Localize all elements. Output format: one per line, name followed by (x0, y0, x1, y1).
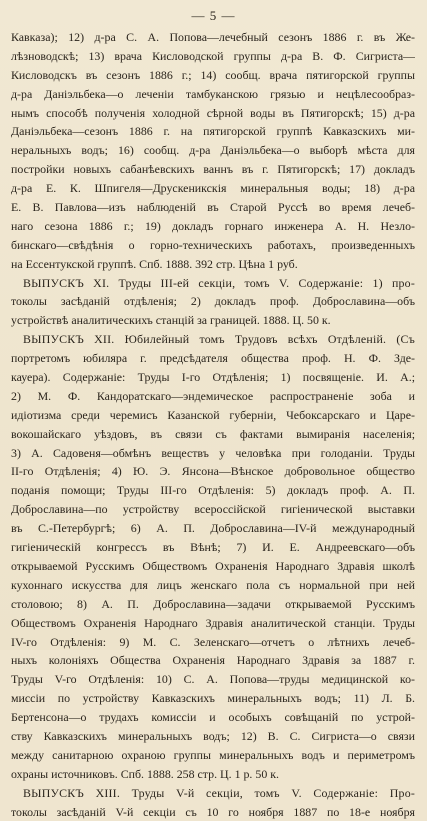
issue-heading-line: ВЫПУСКЪ XI. Труды III-ей секціи, томъ V. Содержаніе: 1) про- (23, 275, 415, 290)
text-line: нымъ способѣ полученія холодной сѣрной воды въ Пятигорскѣ; 15) д-ра (11, 105, 415, 120)
text-line: столовою; 8) А. П. Доброславина—задачи открываемой Русскимъ (11, 596, 415, 611)
text-line: миссіи по устройству Кавказскихъ минеральныхъ водъ; 11) Л. Б. (11, 691, 415, 706)
text-line: II-го Отдѣленія; 4) Ю. Э. Янсона—Вѣнское добровольное общество (11, 464, 415, 479)
text-line: ству Кавказскихъ минеральныхъ водъ; 12) В. С. Сигриста—о связи (11, 728, 415, 743)
text-line: лѣзноводскѣ; 13) врача Кисловодской группы д-ра В. Ф. Сигриста— (11, 48, 415, 63)
text-line: охраны источниковъ. Спб. 1888. 258 стр. Ц. 1 р. 50 к. (11, 766, 279, 781)
text-line: токолы засѣданій V-й секціи съ 10 го ноября 1887 по 18-е ноября (11, 804, 415, 819)
text-line: IV-го Отдѣленія: 9) М. С. Зеленскаго—отчетъ о лѣтнихъ лечеб- (11, 634, 415, 649)
text-line: устройствѣ аналитическихъ станцій за границей. 1888. Ц. 50 к. (11, 313, 331, 328)
page-number: — 5 — (191, 8, 236, 23)
text-line: Е. В. Павлова—изъ наблюденій въ Старой Руссѣ во время лечеб- (11, 200, 415, 215)
text-line: 2) М. Ф. Кандоратскаго—эндемическое распространеніе зоба и (11, 388, 415, 403)
text-line: поданія помощи; Труды III-го Отдѣленія: 5) докладъ проф. А. П. (11, 483, 415, 498)
text-line: бинскаго—свѣдѣнія о горно-техническихъ работахъ, произведенныхъ (11, 237, 415, 252)
text-line: токолы засѣданій отдѣленія; 2) докладъ проф. Доброславина—объ (11, 294, 415, 309)
text-line: Доброславина—по устройству всероссійской гигіенической выставки (11, 502, 415, 517)
text-line: гигіеническій конгрессъ въ Вѣнѣ; 7) И. Е. Андреевскаго—объ (11, 540, 415, 555)
text-line: между санитарною охраною группы минеральныхъ водъ и периметромъ (11, 747, 415, 762)
text-line: ныхъ колоніяхъ Общества Охраненія Народнаго Здравія за 1887 г. (11, 653, 415, 668)
text-line: 3) А. Садовеня—обмѣнъ веществъ у человѣка при голоданіи. Труды (11, 445, 415, 460)
issue-heading-line: ВЫПУСКЪ XIII. Труды V-й секціи, томъ V. Содержаніе: Про- (23, 785, 415, 800)
text-line: Обществомъ Охраненія Народнаго Здравія аналитической станціи. Труды (11, 615, 415, 630)
text-line: постройки новыхъ сабанѣевскихъ ваннъ въ г. Пятигорскѣ; 17) докладъ (11, 162, 415, 177)
text-line: кауера). Содержаніе: Труды I-го Отдѣленія; 1) посвященіе. И. А.; (11, 370, 415, 385)
text-line: д-ра Даніэльбека—о леченіи тамбуканскою грязью и нецѣлесообраз- (11, 86, 415, 101)
text-line: портретомъ юбиляра г. предсѣдателя общества проф. Н. Ф. Здe- (11, 351, 415, 366)
body-text (11, 28, 415, 821)
text-line: на Ессентукской группѣ. Спб. 1888. 392 стр. Цѣна 1 руб. (11, 256, 298, 271)
text-line: вокошайскаго уѣздовъ, въ связи съ фактами вымиранія населенія; (11, 426, 415, 441)
text-line: открываемой Русскимъ Обществомъ Охраненія Народнаго Здравія школѣ (11, 558, 415, 573)
text-line: Кавказа); 12) д-ра С. А. Попова—лечебный сезонъ 1886 г. въ Же- (11, 30, 415, 44)
text-line: Бертенсона—о трудахъ комиссіи и особыхъ совѣщаній по устрой- (11, 710, 415, 725)
text-line: Даніэльбека—сезонъ 1886 г. на пятигорской группѣ Кавказскихъ ми- (11, 124, 415, 139)
text-line: наго сезона 1886 г.; 19) докладъ горнаго инженера А. Н. Незло- (11, 218, 415, 233)
text-line: Труды V-го Отдѣленія: 10) С. А. Попова—труды медицинской ко- (11, 672, 415, 687)
issue-heading-line: ВЫПУСКЪ XII. Юбилейный томъ Трудовъ всѣхъ Отдѣленій. (Съ (23, 332, 415, 347)
text-line: идіотизма среди черемисъ Казанской губерніи, Чебоксарскаго и Царе- (11, 407, 415, 422)
text-line: Кисловодскъ въ сезонъ 1886 г.; 14) сообщ. врача пятигорской группы (11, 67, 415, 82)
text-line: кухоннаго искусства для лицъ женскаго пола съ нормальной при ней (11, 577, 415, 592)
text-line: въ С.-Петербургѣ; 6) А. П. Доброславина—IV-й международный (11, 521, 415, 536)
text-line: д-ра Е. К. Шпигеля—Друскеникскія минеральныя воды; 18) д-ра (11, 181, 415, 196)
text-line: неральныхъ водъ; 16) сообщ. д-ра Даніэльбека—о выборѣ мѣста для (11, 143, 415, 158)
